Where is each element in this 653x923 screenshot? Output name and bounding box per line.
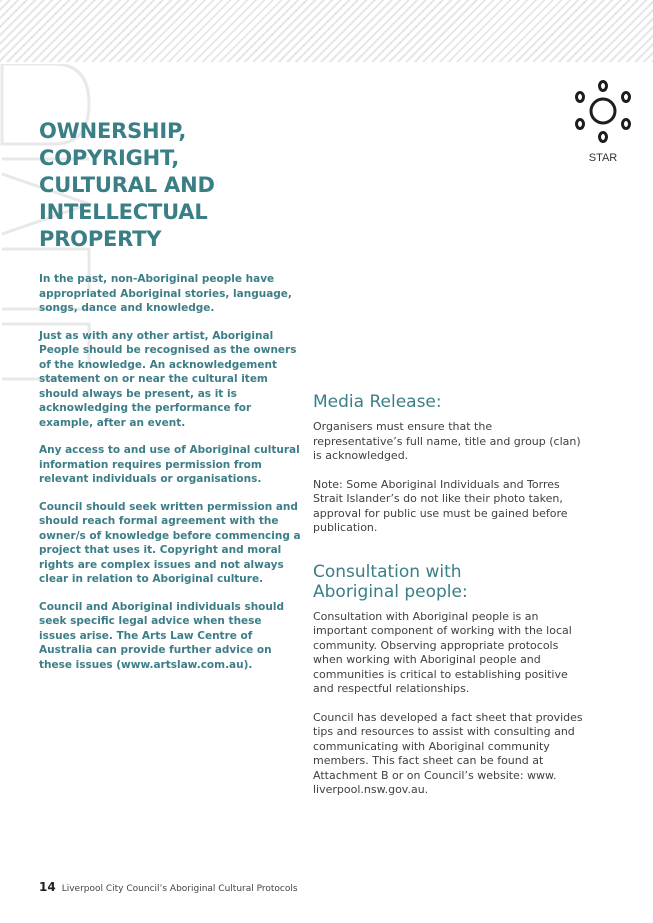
page-number: 14	[39, 880, 56, 894]
page-footer	[39, 880, 298, 894]
title-line: OWNERSHIP,	[39, 119, 187, 143]
title-line: PROPERTY	[39, 227, 162, 251]
intro-paragraph: Just as with any other artist, Aboriginal People should be recognised as the owners of the knowledge. An acknowledgement statement on or near the cultural item should always be present, as it is acknowledging the performance for example, after an event.	[39, 329, 297, 429]
intro-paragraph: Any access to and use of Aboriginal cultural information requires permission from relevant individuals or organisations.	[39, 444, 300, 485]
page-title	[39, 118, 289, 253]
star-icon	[571, 80, 635, 146]
intro-paragraph: Council should seek written permission and should reach formal agreement with the owner/s of knowledge before commencing a project that uses it. Copyright and moral rights are complex issues and not always clear in relation to Aboriginal culture.	[39, 500, 301, 585]
consultation-heading-line: Consultation with	[313, 561, 462, 582]
consultation-paragraph: Consultation with Aboriginal people is an important component of working with the local community. Observing appropriate protocols when working with Aboriginal people and communities is critical to establishing positive and respectful relationships.	[313, 609, 572, 695]
star-emblem	[571, 80, 635, 164]
intro-paragraph: In the past, non-Aboriginal people have appropriated Aboriginal stories, language, songs, dance and knowledge.	[39, 273, 292, 314]
footer-text: Liverpool City Council’s Aboriginal Cultural Protocols	[61, 884, 298, 894]
intro-column	[39, 272, 301, 685]
title-line: CULTURAL AND	[39, 173, 215, 197]
media-release-paragraph: Organisers must ensure that the representative’s full name, title and group (clan) is acknowledged.	[313, 420, 581, 462]
title-line: INTELLECTUAL	[39, 200, 208, 224]
consultation-heading	[313, 562, 585, 602]
media-release-heading: Media Release:	[313, 392, 442, 412]
header-pattern-band	[0, 0, 653, 62]
consultation-heading-line: Aboriginal people:	[313, 581, 468, 602]
star-label: STAR	[588, 152, 618, 164]
title-line: COPYRIGHT,	[39, 146, 179, 170]
media-release-paragraph: Note: Some Aboriginal Individuals and Torres Strait Islander’s do not like their photo taken, approval for public use must be gained before publication.	[313, 477, 568, 534]
intro-paragraph: Council and Aboriginal individuals should seek specific legal advice when these issues arise. The Arts Law Centre of Australia can provide further advice on these issues (www.artslaw.com.au).	[39, 600, 284, 671]
details-column	[313, 392, 585, 812]
consultation-paragraph: Council has developed a fact sheet that provides tips and resources to assist with consulting and communicating with Aboriginal community members. This fact sheet can be found at Attachment B or on Council’s website: www. liverpool.nsw.gov.au.	[313, 710, 583, 796]
